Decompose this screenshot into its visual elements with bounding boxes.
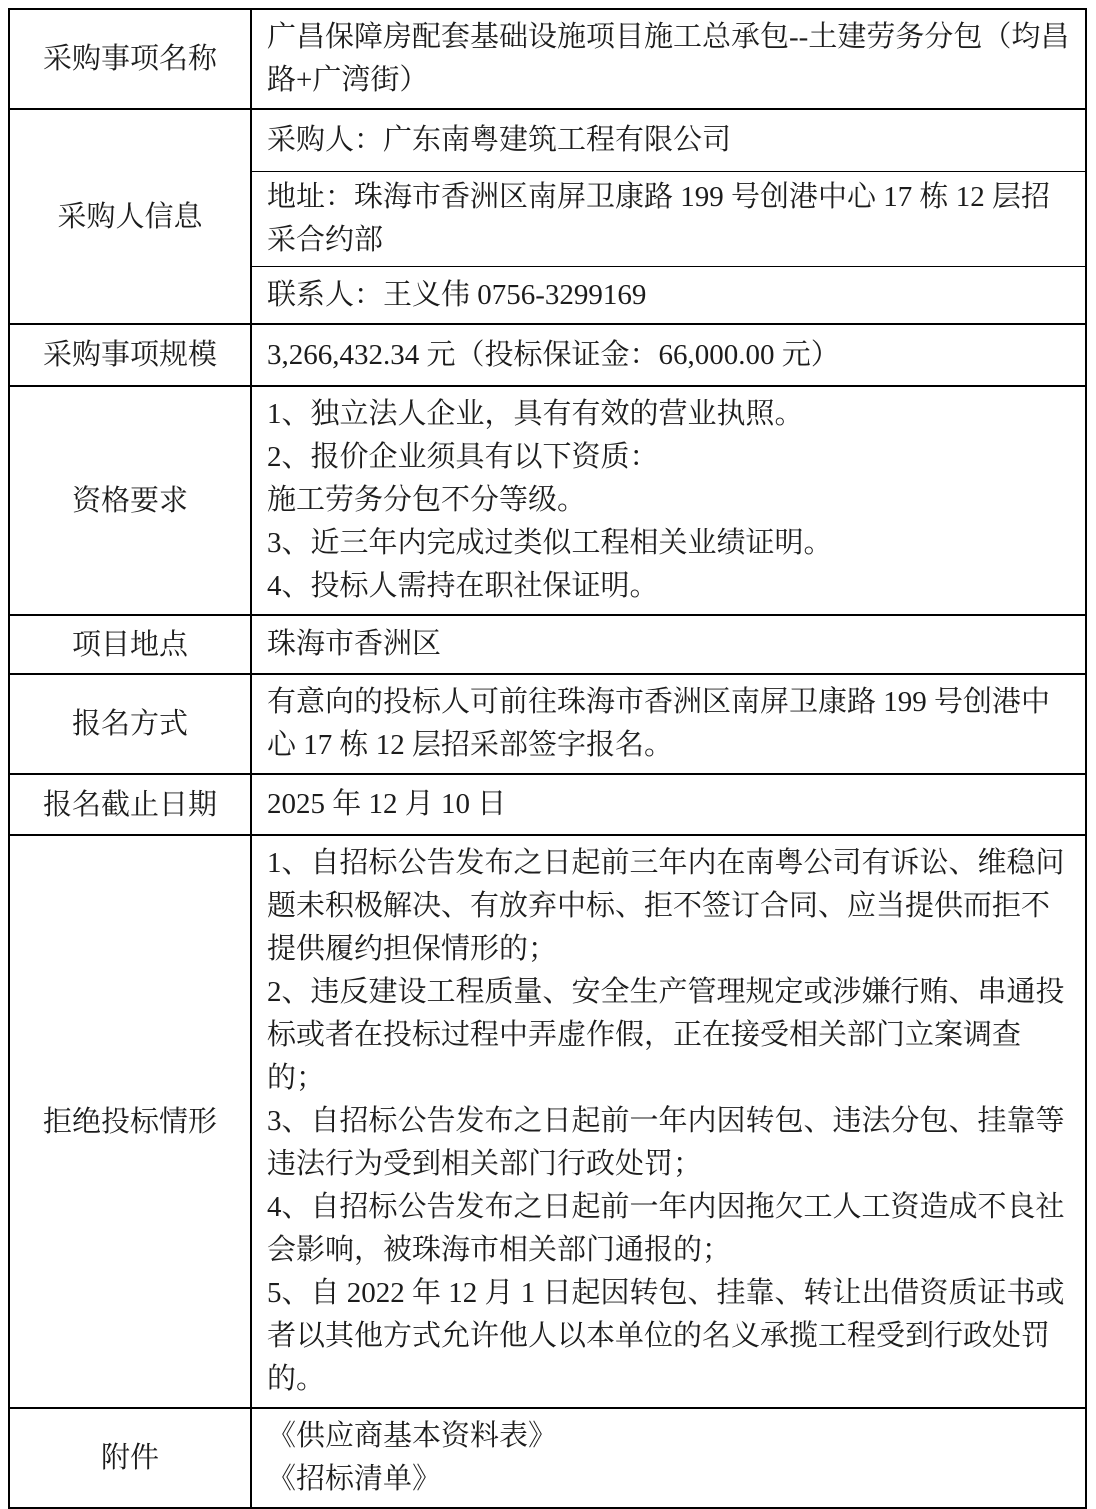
purchaser-contact-subrow [252,267,1085,323]
item-name-text: 广昌保障房配套基础设施项目施工总承包--土建劳务分包（均昌路+广湾街） [267,21,1070,96]
row-label-attachments: 附件 [10,1409,252,1507]
row-label-purchaser-info: 采购人信息 [10,110,252,323]
rejection-case-item: 5、自 2022 年 12 月 1 日起因转包、挂靠、转让出借资质证书或者以其他方式允许他人以本单位的名义承揽工程受到行政处罚的。 [267,1277,1065,1395]
row-label-location: 项目地点 [10,616,252,673]
row-content-qualifications [252,387,1085,614]
row-content-attachments [252,1409,1085,1507]
row-content-deadline [252,775,1085,834]
row-label-scale: 采购事项规模 [10,325,252,385]
qualification-item: 4、投标人需持在职社保证明。 [267,570,659,602]
location-text: 珠海市香洲区 [267,628,442,660]
table-row-item-name [10,10,1085,110]
table-row-location [10,616,1085,675]
qualification-item: 施工劳务分包不分等级。 [267,484,587,516]
registration-method-text: 有意向的投标人可前往珠海市香洲区南屏卫康路 199 号创港中心 17 栋 12 层招采部签字报名。 [267,686,1051,761]
row-content-item-name [252,10,1085,108]
row-label-qualifications: 资格要求 [10,387,252,614]
row-content-purchaser-info [252,110,1085,323]
qualification-item: 1、独立法人企业，具有有效的营业执照。 [267,398,804,430]
purchaser-name-subrow [252,110,1085,172]
rejection-case-item: 1、自招标公告发布之日起前三年内在南粤公司有诉讼、维稳问题未积极解决、有放弃中标、拒不签订合同、应当提供而拒不提供履约担保情形的； [267,847,1065,965]
procurement-notice-table [8,8,1087,1509]
attachment-item: 《供应商基本资料表》 [267,1420,558,1452]
purchaser-address-subrow [252,172,1085,267]
row-content-rejection-cases [252,836,1085,1407]
attachment-item: 《招标清单》 [267,1463,442,1495]
table-row-qualifications [10,387,1085,616]
table-row-attachments [10,1409,1085,1507]
row-label-item-name: 采购事项名称 [10,10,252,108]
rejection-case-item: 4、自招标公告发布之日起前一年内因拖欠工人工资造成不良社会影响，被珠海市相关部门通报的； [267,1191,1065,1266]
row-label-registration-method: 报名方式 [10,675,252,773]
purchaser-address-text: 地址：珠海市香洲区南屏卫康路 199 号创港中心 17 栋 12 层招采合约部 [267,181,1051,256]
row-label-rejection-cases: 拒绝投标情形 [10,836,252,1407]
table-row-purchaser-info [10,110,1085,325]
purchaser-contact-text: 联系人：王义伟 0756-3299169 [267,278,647,311]
qualification-item: 3、近三年内完成过类似工程相关业绩证明。 [267,527,833,559]
row-content-registration-method [252,675,1085,773]
row-content-location [252,616,1085,673]
purchaser-name-text: 采购人：广东南粤建筑工程有限公司 [267,124,732,156]
rejection-case-item: 3、自招标公告发布之日起前一年内因转包、违法分包、挂靠等违法行为受到相关部门行政处罚； [267,1105,1065,1180]
scale-amount-text: 3,266,432.34 元（投标保证金：66,000.00 元） [267,338,840,371]
row-label-deadline: 报名截止日期 [10,775,252,834]
rejection-case-item: 2、违反建设工程质量、安全生产管理规定或涉嫌行贿、串通投标或者在投标过程中弄虚作假，正在接受相关部门立案调查的； [267,976,1065,1094]
table-row-scale [10,325,1085,387]
qualification-item: 2、报价企业须具有以下资质： [267,441,659,473]
row-content-scale [252,325,1085,385]
table-row-rejection-cases [10,836,1085,1409]
table-row-deadline [10,775,1085,836]
deadline-text: 2025 年 12 月 10 日 [267,788,507,820]
table-row-registration-method [10,675,1085,775]
